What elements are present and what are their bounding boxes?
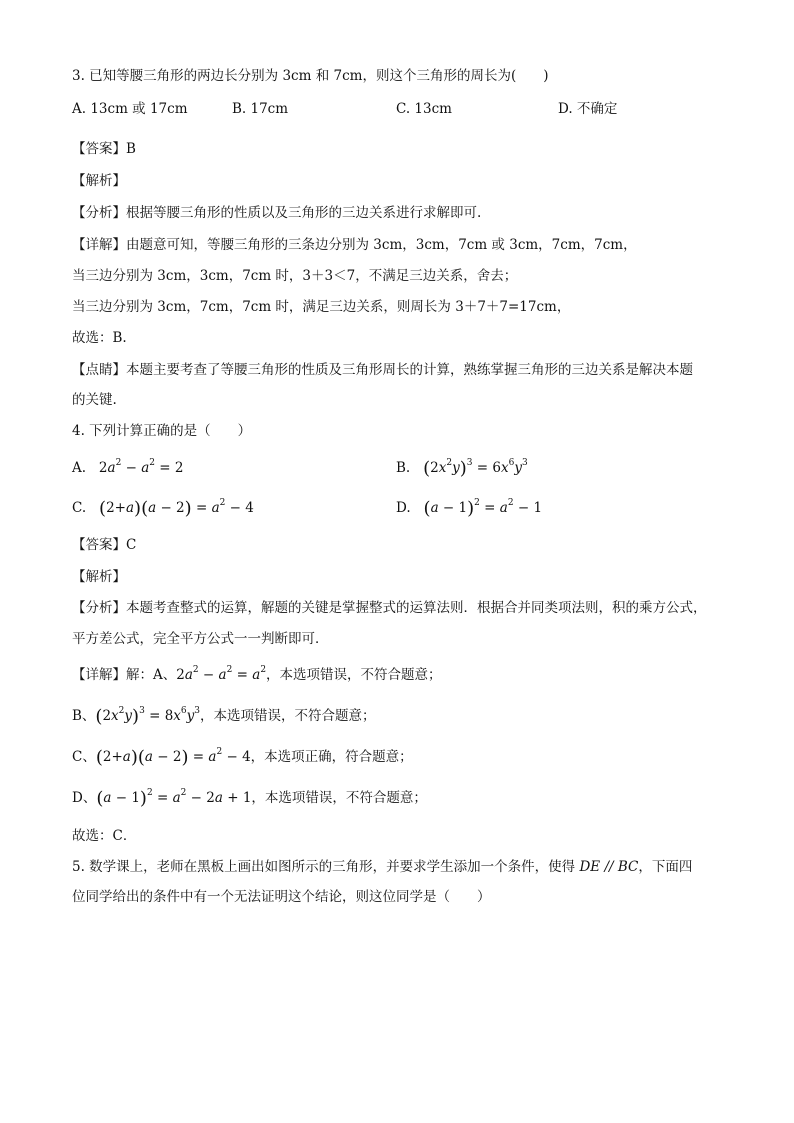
q4-detail-b xyxy=(72,706,376,727)
q4-fenxi-1: 【分析】本题考查整式的运算，解题的关键是掌握整式的运算法则．根据合并同类项法则，积的乘方公式， xyxy=(72,600,707,616)
q4-option-c-expr: $(2+a)(a - 2) = a^2 - 4$ xyxy=(99,498,254,519)
q4-option-a-expr: $2a^2 - a^2 = 2$ xyxy=(90,458,184,476)
q5-stem-1a: 5. 数学课上，老师在黑板上画出如图所示的三角形，并要求学生添加一个条件，使得 xyxy=(72,859,576,875)
q3-option-a: A. 13cm 或 17cm xyxy=(72,101,188,117)
q4-detail-b-expr: B、$(2x^2y)^3 = 8x^6y^3$ xyxy=(72,706,201,727)
q3-stem: 3. 已知等腰三角形的两边长分别为 3cm 和 7cm，则这个三角形的周长为( ) xyxy=(72,68,549,84)
q3-analysis-label: 【解析】 xyxy=(72,173,126,189)
q4-detail-d-expr: D、$(a - 1)^2 = a^2 - 2a + 1$ xyxy=(72,788,252,809)
q4-detail-a-expr: A、$2a^2 - a^2 = a^2$ xyxy=(153,665,267,683)
q4-option-a xyxy=(72,458,184,478)
q4-option-b-expr: $(2x^2y)^3 = 6x^6y^3$ xyxy=(423,458,528,479)
q4-detail-label: 【详解】解： xyxy=(72,667,153,683)
q4-conclusion: 故选：C． xyxy=(72,828,137,844)
q4-detail-c-note: ，本选项正确，符合题意； xyxy=(250,749,413,765)
q3-option-d: D. 不确定 xyxy=(558,101,618,117)
q3-comment-1: 【点睛】本题主要考查了等腰三角形的性质及三角形周长的计算，熟练掌握三角形的三边关系是解决本题 xyxy=(72,362,693,378)
q4-option-c-label: C. xyxy=(72,500,87,516)
q3-detail-2: 当三边分别为 3cm，3cm，7cm 时，3＋3＜7，不满足三边关系，舍去； xyxy=(72,268,518,284)
q4-stem: 4. 下列计算正确的是（ ） xyxy=(72,423,252,439)
q3-option-c: C. 13cm xyxy=(396,101,452,117)
q4-option-d-expr: $(a - 1)^2 = a^2 - 1$ xyxy=(423,498,543,519)
q3-fenxi: 【分析】根据等腰三角形的性质以及三角形的三边关系进行求解即可. xyxy=(72,205,482,221)
q4-detail-d-note: ，本选项错误，不符合题意； xyxy=(251,790,427,806)
q4-fenxi-2: 平方差公式，完全平方公式一一判断即可． xyxy=(72,631,329,647)
q4-option-d xyxy=(396,498,542,519)
q4-detail-a xyxy=(72,665,442,685)
q4-option-b xyxy=(396,458,528,479)
q5-condition: DE // BC xyxy=(579,859,639,875)
q3-conclusion: 故选：B. xyxy=(72,330,127,346)
q5-stem-2: 位同学给出的条件中有一个无法证明这个结论，则这位同学是（ ） xyxy=(72,889,491,905)
q4-answer: 【答案】C xyxy=(72,537,137,553)
q4-detail-b-note: ，本选项错误，不符合题意； xyxy=(200,708,376,724)
q3-answer: 【答案】B xyxy=(72,141,136,157)
q3-comment-2: 的关键. xyxy=(72,392,117,408)
q3-detail-1: 【详解】由题意可知，等腰三角形的三条边分别为 3cm，3cm，7cm 或 3cm，7cm，7cm， xyxy=(72,237,637,253)
q5-stem-1 xyxy=(72,857,692,877)
q4-option-d-label: D. xyxy=(396,500,411,516)
q3-option-b: B. 17cm xyxy=(232,101,289,117)
q4-detail-c xyxy=(72,747,413,768)
q4-option-c xyxy=(72,498,254,519)
q4-option-b-label: B. xyxy=(396,460,411,476)
q4-detail-a-note: ，本选项错误，不符合题意； xyxy=(266,667,442,683)
q4-detail-d xyxy=(72,788,427,809)
q4-analysis-label: 【解析】 xyxy=(72,569,126,585)
q4-detail-c-expr: C、$(2+a)(a - 2) = a^2 - 4$ xyxy=(72,747,251,768)
q4-option-a-label: A. xyxy=(72,460,87,476)
q3-detail-3: 当三边分别为 3cm，7cm，7cm 时，满足三边关系，则周长为 3＋7＋7=17cm， xyxy=(72,299,571,315)
q5-stem-1c: ，下面四 xyxy=(638,859,693,875)
